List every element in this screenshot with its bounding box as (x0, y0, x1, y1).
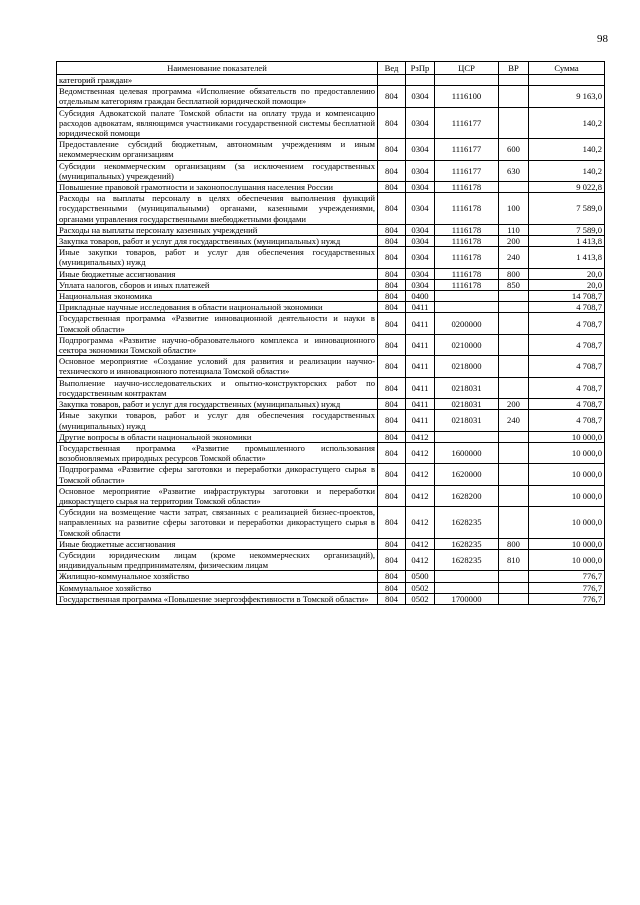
cell-csr: 0218031 (435, 377, 499, 398)
cell-rzpr: 0304 (406, 224, 435, 235)
cell-name: категорий граждан» (57, 75, 378, 86)
cell-vr: 200 (499, 399, 529, 410)
cell-rzpr: 0412 (406, 464, 435, 485)
cell-name: Уплата налогов, сборов и иных платежей (57, 279, 378, 290)
cell-vr (499, 377, 529, 398)
cell-rzpr: 0412 (406, 549, 435, 570)
table-row (57, 291, 605, 302)
cell-name: Подпрограмма «Развитие сферы заготовки и переработки дикорастущего сырья в Томской области» (57, 464, 378, 485)
cell-name: Государственная программа «Развитие промышленного использования возобновляемых природных ресурсов Томской области» (57, 442, 378, 463)
cell-rzpr: 0411 (406, 356, 435, 377)
cell-csr: 1116178 (435, 236, 499, 247)
cell-csr: 1116178 (435, 182, 499, 193)
cell-vr (499, 291, 529, 302)
cell-sum: 776,7 (529, 582, 605, 593)
cell-rzpr: 0304 (406, 182, 435, 193)
cell-rzpr: 0304 (406, 139, 435, 160)
table-row (57, 464, 605, 485)
table-body (57, 75, 605, 605)
cell-name: Субсидии юридическим лицам (кроме некоммерческих организаций), индивидуальным предпринимателям, физическим лицам (57, 549, 378, 570)
table-row (57, 377, 605, 398)
cell-ved: 804 (378, 399, 406, 410)
cell-sum: 4 708,7 (529, 302, 605, 313)
cell-ved: 804 (378, 313, 406, 334)
page-number: 98 (597, 33, 608, 45)
cell-sum: 4 708,7 (529, 410, 605, 431)
cell-csr (435, 75, 499, 86)
cell-rzpr: 0304 (406, 247, 435, 268)
cell-name: Иные бюджетные ассигнования (57, 268, 378, 279)
cell-rzpr: 0411 (406, 334, 435, 355)
cell-name: Закупка товаров, работ и услуг для государственных (муниципальных) нужд (57, 399, 378, 410)
cell-rzpr: 0412 (406, 538, 435, 549)
cell-vr: 850 (499, 279, 529, 290)
cell-rzpr: 0400 (406, 291, 435, 302)
cell-name: Жилищно-коммунальное хозяйство (57, 571, 378, 582)
table-row (57, 442, 605, 463)
cell-name: Расходы на выплаты персоналу в целях обеспечения выполнения функций государственными (муниципальными) органами, казенными учреждениями, органами управления государственными внебюджетными фондами (57, 193, 378, 225)
table-row (57, 399, 605, 410)
cell-vr (499, 107, 529, 139)
cell-rzpr: 0304 (406, 279, 435, 290)
cell-vr (499, 507, 529, 539)
table-row (57, 236, 605, 247)
cell-name: Закупка товаров, работ и услуг для государственных (муниципальных) нужд (57, 236, 378, 247)
header-ved: Вед (378, 62, 406, 75)
cell-ved: 804 (378, 334, 406, 355)
cell-csr: 0210000 (435, 334, 499, 355)
table-row (57, 313, 605, 334)
cell-sum: 4 708,7 (529, 377, 605, 398)
cell-vr (499, 571, 529, 582)
cell-ved: 804 (378, 571, 406, 582)
table-row (57, 224, 605, 235)
cell-ved: 804 (378, 549, 406, 570)
cell-ved: 804 (378, 107, 406, 139)
cell-csr: 0218000 (435, 356, 499, 377)
cell-name: Субсидии некоммерческим организациям (за исключением государственных (муниципальных) учреждений) (57, 160, 378, 181)
cell-sum: 140,2 (529, 107, 605, 139)
cell-vr (499, 313, 529, 334)
cell-vr: 200 (499, 236, 529, 247)
cell-vr: 240 (499, 410, 529, 431)
cell-rzpr: 0304 (406, 193, 435, 225)
cell-sum: 10 000,0 (529, 464, 605, 485)
cell-name: Выполнение научно-исследовательских и опытно-конструкторских работ по государственным контрактам (57, 377, 378, 398)
cell-sum: 4 708,7 (529, 334, 605, 355)
table-row (57, 538, 605, 549)
cell-name: Субсидия Адвокатской палате Томской области на оплату труда и компенсацию расходов адвокатам, являющимся участниками государственной системы бесплатной юридической помощи (57, 107, 378, 139)
cell-rzpr: 0411 (406, 302, 435, 313)
cell-ved: 804 (378, 291, 406, 302)
cell-vr (499, 485, 529, 506)
cell-csr: 1116178 (435, 268, 499, 279)
cell-csr: 1700000 (435, 593, 499, 604)
cell-sum: 7 589,0 (529, 193, 605, 225)
cell-ved: 804 (378, 139, 406, 160)
cell-vr (499, 593, 529, 604)
cell-name: Субсидии на возмещение части затрат, связанных с реализацией бизнес-проектов, направленных на развитие сферы заготовки и переработки дикорастущего сырья в Томской области (57, 507, 378, 539)
table-row (57, 193, 605, 225)
table-row (57, 75, 605, 86)
cell-csr: 1116178 (435, 224, 499, 235)
cell-name: Повышение правовой грамотности и законопослушания населения России (57, 182, 378, 193)
cell-vr: 800 (499, 538, 529, 549)
cell-csr (435, 302, 499, 313)
cell-sum: 14 708,7 (529, 291, 605, 302)
table-row (57, 107, 605, 139)
cell-name: Другие вопросы в области национальной экономики (57, 431, 378, 442)
cell-ved: 804 (378, 538, 406, 549)
cell-rzpr: 0411 (406, 313, 435, 334)
cell-rzpr (406, 75, 435, 86)
cell-csr: 1116100 (435, 86, 499, 107)
cell-ved: 804 (378, 160, 406, 181)
cell-sum (529, 75, 605, 86)
table-row (57, 302, 605, 313)
cell-vr (499, 334, 529, 355)
cell-ved: 804 (378, 507, 406, 539)
cell-csr: 1628235 (435, 538, 499, 549)
cell-vr (499, 182, 529, 193)
cell-name: Прикладные научные исследования в области национальной экономики (57, 302, 378, 313)
table-row (57, 86, 605, 107)
table-row (57, 279, 605, 290)
table-row (57, 182, 605, 193)
cell-ved (378, 75, 406, 86)
cell-sum: 140,2 (529, 160, 605, 181)
cell-csr: 1116178 (435, 247, 499, 268)
table-row (57, 571, 605, 582)
cell-csr: 1600000 (435, 442, 499, 463)
cell-csr (435, 582, 499, 593)
cell-sum: 20,0 (529, 268, 605, 279)
cell-sum: 140,2 (529, 139, 605, 160)
cell-sum: 10 000,0 (529, 431, 605, 442)
cell-csr: 0218031 (435, 410, 499, 431)
cell-name: Государственная программа «Развитие инновационной деятельности и науки в Томской области» (57, 313, 378, 334)
cell-name: Иные бюджетные ассигнования (57, 538, 378, 549)
cell-rzpr: 0411 (406, 377, 435, 398)
cell-sum: 9 022,8 (529, 182, 605, 193)
cell-csr: 0218031 (435, 399, 499, 410)
cell-name: Иные закупки товаров, работ и услуг для обеспечения государственных (муниципальных) нужд (57, 410, 378, 431)
cell-rzpr: 0304 (406, 268, 435, 279)
cell-vr (499, 464, 529, 485)
cell-sum: 1 413,8 (529, 236, 605, 247)
cell-rzpr: 0502 (406, 582, 435, 593)
cell-rzpr: 0500 (406, 571, 435, 582)
cell-ved: 804 (378, 302, 406, 313)
cell-name: Основное мероприятие «Развитие инфраструктуры заготовки и переработки дикорастущего сырья на территории Томской области» (57, 485, 378, 506)
cell-csr: 1628235 (435, 507, 499, 539)
cell-ved: 804 (378, 356, 406, 377)
cell-ved: 804 (378, 442, 406, 463)
cell-vr: 800 (499, 268, 529, 279)
cell-name: Национальная экономика (57, 291, 378, 302)
cell-rzpr: 0412 (406, 507, 435, 539)
cell-sum: 7 589,0 (529, 224, 605, 235)
table-row (57, 334, 605, 355)
cell-sum: 776,7 (529, 593, 605, 604)
table-row (57, 160, 605, 181)
cell-csr: 1628235 (435, 549, 499, 570)
cell-rzpr: 0304 (406, 160, 435, 181)
cell-ved: 804 (378, 377, 406, 398)
cell-csr (435, 571, 499, 582)
cell-vr (499, 356, 529, 377)
header-sum: Сумма (529, 62, 605, 75)
table-row (57, 139, 605, 160)
cell-sum: 776,7 (529, 571, 605, 582)
cell-ved: 804 (378, 485, 406, 506)
cell-csr: 1116178 (435, 193, 499, 225)
cell-ved: 804 (378, 86, 406, 107)
cell-vr (499, 302, 529, 313)
cell-rzpr: 0502 (406, 593, 435, 604)
cell-csr: 1628200 (435, 485, 499, 506)
header-rzpr: РзПр (406, 62, 435, 75)
table-row (57, 582, 605, 593)
cell-ved: 804 (378, 182, 406, 193)
cell-sum: 20,0 (529, 279, 605, 290)
cell-ved: 804 (378, 224, 406, 235)
cell-csr: 1116178 (435, 279, 499, 290)
cell-name: Коммунальное хозяйство (57, 582, 378, 593)
header-name: Наименование показателей (57, 62, 378, 75)
cell-rzpr: 0304 (406, 236, 435, 247)
cell-ved: 804 (378, 247, 406, 268)
header-vr: ВР (499, 62, 529, 75)
cell-name: Расходы на выплаты персоналу казенных учреждений (57, 224, 378, 235)
header-row (57, 62, 605, 75)
cell-ved: 804 (378, 279, 406, 290)
cell-csr: 1116177 (435, 139, 499, 160)
table-row (57, 507, 605, 539)
cell-rzpr: 0412 (406, 431, 435, 442)
table-row (57, 410, 605, 431)
cell-csr (435, 291, 499, 302)
cell-vr: 600 (499, 139, 529, 160)
cell-ved: 804 (378, 268, 406, 279)
cell-ved: 804 (378, 410, 406, 431)
cell-sum: 9 163,0 (529, 86, 605, 107)
cell-rzpr: 0412 (406, 442, 435, 463)
cell-vr: 100 (499, 193, 529, 225)
header-csr: ЦСР (435, 62, 499, 75)
budget-table (56, 61, 605, 605)
cell-vr: 240 (499, 247, 529, 268)
cell-vr (499, 75, 529, 86)
cell-vr: 630 (499, 160, 529, 181)
cell-sum: 4 708,7 (529, 313, 605, 334)
table-row (57, 247, 605, 268)
cell-csr: 1620000 (435, 464, 499, 485)
cell-vr (499, 582, 529, 593)
cell-ved: 804 (378, 582, 406, 593)
cell-csr: 1116177 (435, 160, 499, 181)
table-header (57, 62, 605, 75)
cell-rzpr: 0412 (406, 485, 435, 506)
cell-sum: 4 708,7 (529, 399, 605, 410)
table-row (57, 268, 605, 279)
cell-vr (499, 86, 529, 107)
cell-rzpr: 0304 (406, 107, 435, 139)
cell-vr (499, 431, 529, 442)
cell-name: Подпрограмма «Развитие научно-образовательного комплекса и инновационного сектора экономики Томской области» (57, 334, 378, 355)
cell-rzpr: 0304 (406, 86, 435, 107)
table-row (57, 431, 605, 442)
table-row (57, 485, 605, 506)
cell-sum: 10 000,0 (529, 442, 605, 463)
cell-ved: 804 (378, 193, 406, 225)
cell-vr: 110 (499, 224, 529, 235)
cell-ved: 804 (378, 593, 406, 604)
cell-vr: 810 (499, 549, 529, 570)
table-row (57, 593, 605, 604)
table-row (57, 549, 605, 570)
cell-ved: 804 (378, 464, 406, 485)
cell-rzpr: 0411 (406, 399, 435, 410)
cell-sum: 10 000,0 (529, 485, 605, 506)
cell-vr (499, 442, 529, 463)
cell-sum: 1 413,8 (529, 247, 605, 268)
cell-csr: 1116177 (435, 107, 499, 139)
cell-sum: 4 708,7 (529, 356, 605, 377)
cell-ved: 804 (378, 431, 406, 442)
cell-csr: 0200000 (435, 313, 499, 334)
cell-name: Иные закупки товаров, работ и услуг для обеспечения государственных (муниципальных) нужд (57, 247, 378, 268)
cell-csr (435, 431, 499, 442)
cell-sum: 10 000,0 (529, 549, 605, 570)
cell-ved: 804 (378, 236, 406, 247)
cell-rzpr: 0411 (406, 410, 435, 431)
cell-name: Ведомственная целевая программа «Исполнение обязательств по предоставлению отдельным категориям граждан бесплатной юридической помощи» (57, 86, 378, 107)
cell-name: Государственная программа «Повышение энергоэффективности в Томской области» (57, 593, 378, 604)
cell-name: Основное мероприятие «Создание условий для развития и реализации научно-технического и инновационного потенциала Томской области» (57, 356, 378, 377)
cell-sum: 10 000,0 (529, 538, 605, 549)
table-row (57, 356, 605, 377)
cell-name: Предоставление субсидий бюджетным, автономным учреждениям и иным некоммерческим организациям (57, 139, 378, 160)
cell-sum: 10 000,0 (529, 507, 605, 539)
